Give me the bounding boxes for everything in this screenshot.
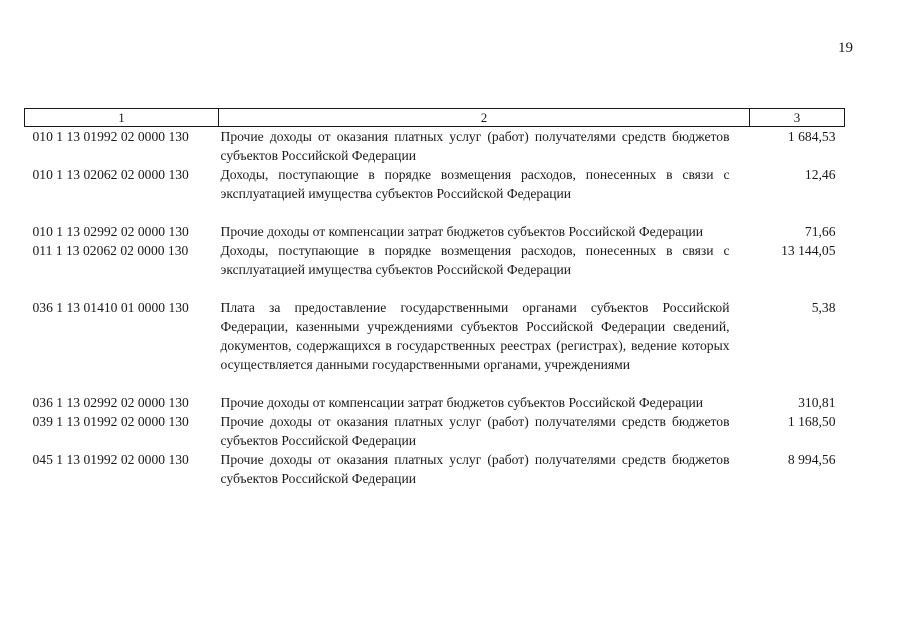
table-row bbox=[25, 165, 845, 222]
table-row bbox=[25, 450, 845, 488]
table-row bbox=[25, 412, 845, 450]
revenue-description: Доходы, поступающие в порядке возмещения расходов, понесенных в связи с эксплуатацией имущества субъектов Российской Федерации bbox=[220, 167, 730, 201]
revenue-description: Прочие доходы от компенсации затрат бюджетов субъектов Российской Федерации bbox=[220, 395, 704, 410]
revenue-amount: 71,66 bbox=[804, 224, 836, 239]
revenue-amount: 12,46 bbox=[804, 167, 836, 182]
column-header-description: 2 bbox=[219, 109, 750, 127]
revenue-amount: 310,81 bbox=[798, 395, 836, 410]
column-header-code: 1 bbox=[25, 109, 219, 127]
revenue-amount: 1 168,50 bbox=[787, 414, 836, 429]
table-row bbox=[25, 298, 845, 393]
revenue-code: 011 1 13 02062 02 0000 130 bbox=[32, 243, 189, 258]
revenue-amount: 5,38 bbox=[811, 300, 836, 315]
revenue-amount: 13 144,05 bbox=[781, 243, 836, 258]
revenue-code: 036 1 13 02992 02 0000 130 bbox=[32, 395, 189, 410]
revenue-description: Прочие доходы от компенсации затрат бюджетов субъектов Российской Федерации bbox=[220, 224, 704, 239]
revenue-description: Доходы, поступающие в порядке возмещения расходов, понесенных в связи с эксплуатацией имущества субъектов Российской Федерации bbox=[220, 243, 730, 277]
table-row bbox=[25, 393, 845, 412]
revenue-code: 010 1 13 01992 02 0000 130 bbox=[32, 129, 189, 144]
revenue-description: Прочие доходы от оказания платных услуг (работ) получателями средств бюджетов субъектов Российской Федерации bbox=[220, 414, 730, 448]
page-number: 19 bbox=[838, 40, 853, 56]
revenue-code: 036 1 13 01410 01 0000 130 bbox=[32, 300, 189, 315]
table-row bbox=[25, 127, 845, 166]
revenue-description: Прочие доходы от оказания платных услуг (работ) получателями средств бюджетов субъектов Российской Федерации bbox=[220, 129, 730, 163]
revenue-code: 039 1 13 01992 02 0000 130 bbox=[32, 414, 189, 429]
revenue-description: Прочие доходы от оказания платных услуг (работ) получателями средств бюджетов субъектов Российской Федерации bbox=[220, 452, 730, 486]
table-row bbox=[25, 222, 845, 241]
revenue-code: 010 1 13 02062 02 0000 130 bbox=[32, 167, 189, 182]
table-header-row bbox=[25, 109, 845, 127]
column-header-amount: 3 bbox=[750, 109, 845, 127]
table-row bbox=[25, 241, 845, 298]
revenue-code: 010 1 13 02992 02 0000 130 bbox=[32, 224, 189, 239]
revenue-amount: 1 684,53 bbox=[787, 129, 836, 144]
revenue-description: Плата за предоставление государственными органами субъектов Российской Федерации, казенными учреждениями субъектов Российской Федерации сведений, документов, содержащихся в государственных реестрах (регистрах), ведение которых осуществляется данными государственными органами, учреждениями bbox=[220, 300, 730, 372]
revenue-table bbox=[24, 108, 845, 488]
revenue-code: 045 1 13 01992 02 0000 130 bbox=[32, 452, 189, 467]
revenue-amount: 8 994,56 bbox=[787, 452, 836, 467]
